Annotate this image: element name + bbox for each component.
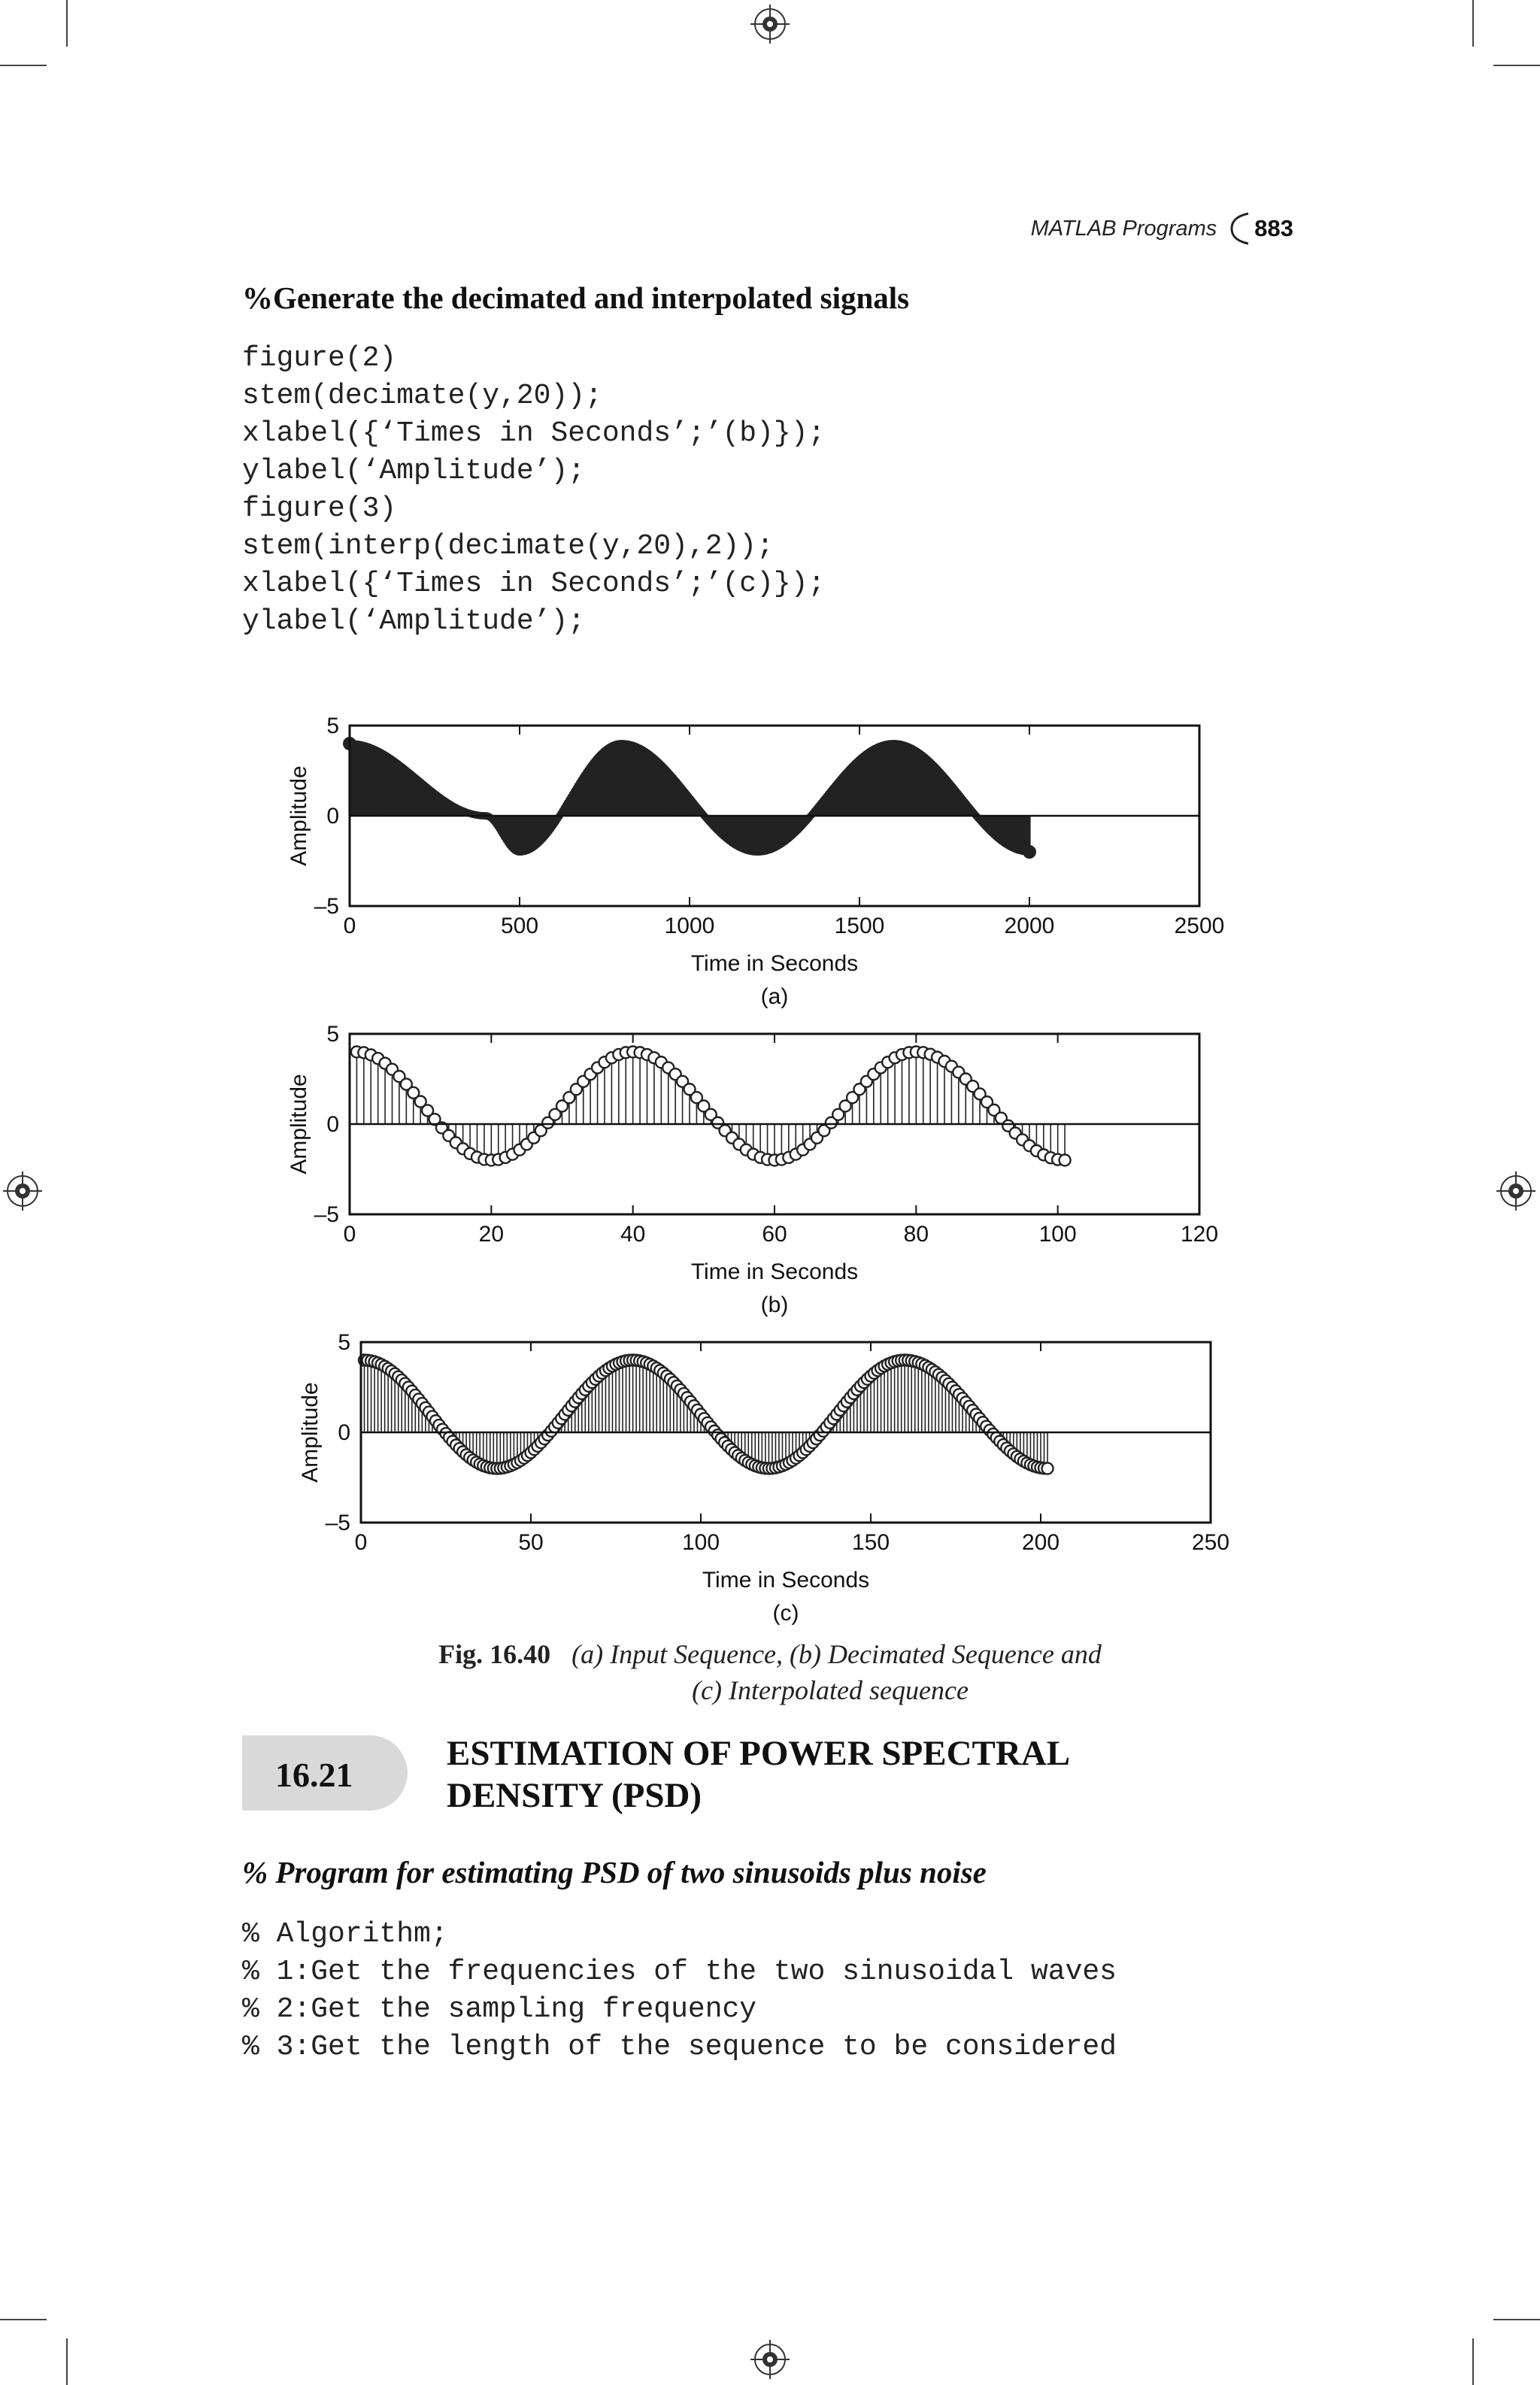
- code-line: % 3:Get the length of the sequence to be considered: [242, 2031, 1117, 2063]
- y-tick-label: 5: [338, 1330, 350, 1355]
- code-block: [242, 340, 825, 641]
- registration-mark-icon: [750, 5, 790, 44]
- caption-line-1: (a) Input Sequence, (b) Decimated Sequence and: [571, 1639, 1102, 1669]
- section-title-line: DENSITY (PSD): [447, 1776, 702, 1815]
- figure-caption: [0, 1636, 1540, 1708]
- x-tick-label: 200: [1021, 1530, 1060, 1555]
- x-tick-label: 100: [1038, 1222, 1077, 1247]
- running-title: MATLAB Programs: [1030, 216, 1217, 241]
- figure-16-40: [248, 692, 1256, 1632]
- code-line: ylabel(‘Amplitude’);: [242, 455, 586, 487]
- code-block: [242, 1916, 1117, 2066]
- y-axis-label: Amplitude: [298, 1382, 323, 1483]
- section-title-line: ESTIMATION OF POWER SPECTRAL: [447, 1734, 1071, 1773]
- program-subheading: % Program for estimating PSD of two sinusoids plus noise: [242, 1855, 987, 1890]
- section-number-tab: [242, 1735, 408, 1811]
- registration-mark-icon: [750, 2340, 790, 2379]
- x-axis-label: Time in Seconds: [702, 1568, 870, 1593]
- stem-marker: [1060, 1155, 1071, 1166]
- section-title: [447, 1732, 1349, 1817]
- code-line: % 1:Get the frequencies of the two sinusoidal waves: [242, 1956, 1117, 1988]
- y-tick-label: 0: [326, 1112, 339, 1137]
- x-tick-label: 2500: [1174, 914, 1225, 938]
- registration-mark-icon: [3, 1171, 42, 1211]
- crop-mark: [66, 2338, 68, 2385]
- code-line: % Algorithm;: [242, 1918, 448, 1950]
- x-axis-label: Time in Seconds: [690, 1259, 859, 1284]
- y-tick-label: 5: [326, 1022, 339, 1047]
- section-subheading: %Generate the decimated and interpolated signals: [242, 280, 910, 315]
- caption-line-2: (c) Interpolated sequence: [692, 1675, 969, 1705]
- page-tab-icon: [1230, 212, 1250, 245]
- x-tick-label: 2000: [1004, 914, 1055, 938]
- panel-label: (a): [760, 984, 789, 1009]
- y-tick-label: –5: [314, 894, 339, 919]
- code-line: figure(2): [242, 342, 397, 374]
- y-axis-label: Amplitude: [286, 1074, 311, 1174]
- y-tick-label: 5: [326, 714, 339, 738]
- x-tick-label: 120: [1180, 1222, 1219, 1247]
- crop-mark: [0, 65, 47, 66]
- code-line: % 2:Get the sampling frequency: [242, 1993, 757, 2026]
- x-tick-label: 150: [851, 1530, 890, 1555]
- x-tick-label: 0: [354, 1530, 368, 1555]
- code-line: figure(3): [242, 492, 397, 525]
- section-number: 16.21: [275, 1756, 353, 1794]
- panel-label: (c): [772, 1601, 799, 1626]
- crop-mark: [1493, 2319, 1540, 2320]
- running-header: [1031, 211, 1293, 247]
- x-tick-label: 0: [343, 914, 356, 938]
- code-line: ylabel(‘Amplitude’);: [242, 605, 586, 638]
- y-tick-label: –5: [314, 1202, 339, 1227]
- x-tick-label: 1000: [664, 914, 715, 938]
- page-number: 883: [1254, 215, 1293, 241]
- code-line: xlabel({‘Times in Seconds’;’(b)});: [242, 417, 826, 450]
- code-line: stem(decimate(y,20));: [242, 380, 602, 412]
- x-axis-label: Time in Seconds: [690, 951, 859, 976]
- panel-label: (b): [760, 1293, 789, 1317]
- crop-mark: [0, 2319, 47, 2320]
- y-tick-label: 0: [326, 804, 339, 829]
- x-tick-label: 0: [343, 1222, 356, 1247]
- crop-mark: [1493, 65, 1540, 66]
- stem-marker: [1042, 1463, 1053, 1474]
- x-tick-label: 50: [518, 1530, 544, 1555]
- code-line: xlabel({‘Times in Seconds’;’(c)});: [242, 568, 826, 600]
- x-tick-label: 100: [681, 1530, 720, 1555]
- x-tick-label: 20: [478, 1222, 505, 1247]
- y-tick-label: 0: [338, 1420, 350, 1445]
- y-tick-label: –5: [325, 1511, 350, 1535]
- crop-mark: [66, 0, 68, 47]
- registration-mark-icon: [1496, 1171, 1535, 1211]
- x-tick-label: 500: [500, 914, 539, 938]
- caption-label: Fig. 16.40: [438, 1639, 551, 1669]
- x-tick-label: 40: [620, 1222, 646, 1247]
- crop-mark: [1472, 2338, 1474, 2385]
- x-tick-label: 250: [1191, 1530, 1230, 1555]
- x-tick-label: 80: [903, 1222, 929, 1247]
- stem-marker: [1023, 846, 1035, 858]
- y-axis-label: Amplitude: [286, 765, 311, 866]
- crop-mark: [1472, 0, 1474, 47]
- x-tick-label: 60: [762, 1222, 787, 1247]
- code-line: stem(interp(decimate(y,20),2));: [242, 530, 774, 562]
- x-tick-label: 1500: [834, 914, 885, 938]
